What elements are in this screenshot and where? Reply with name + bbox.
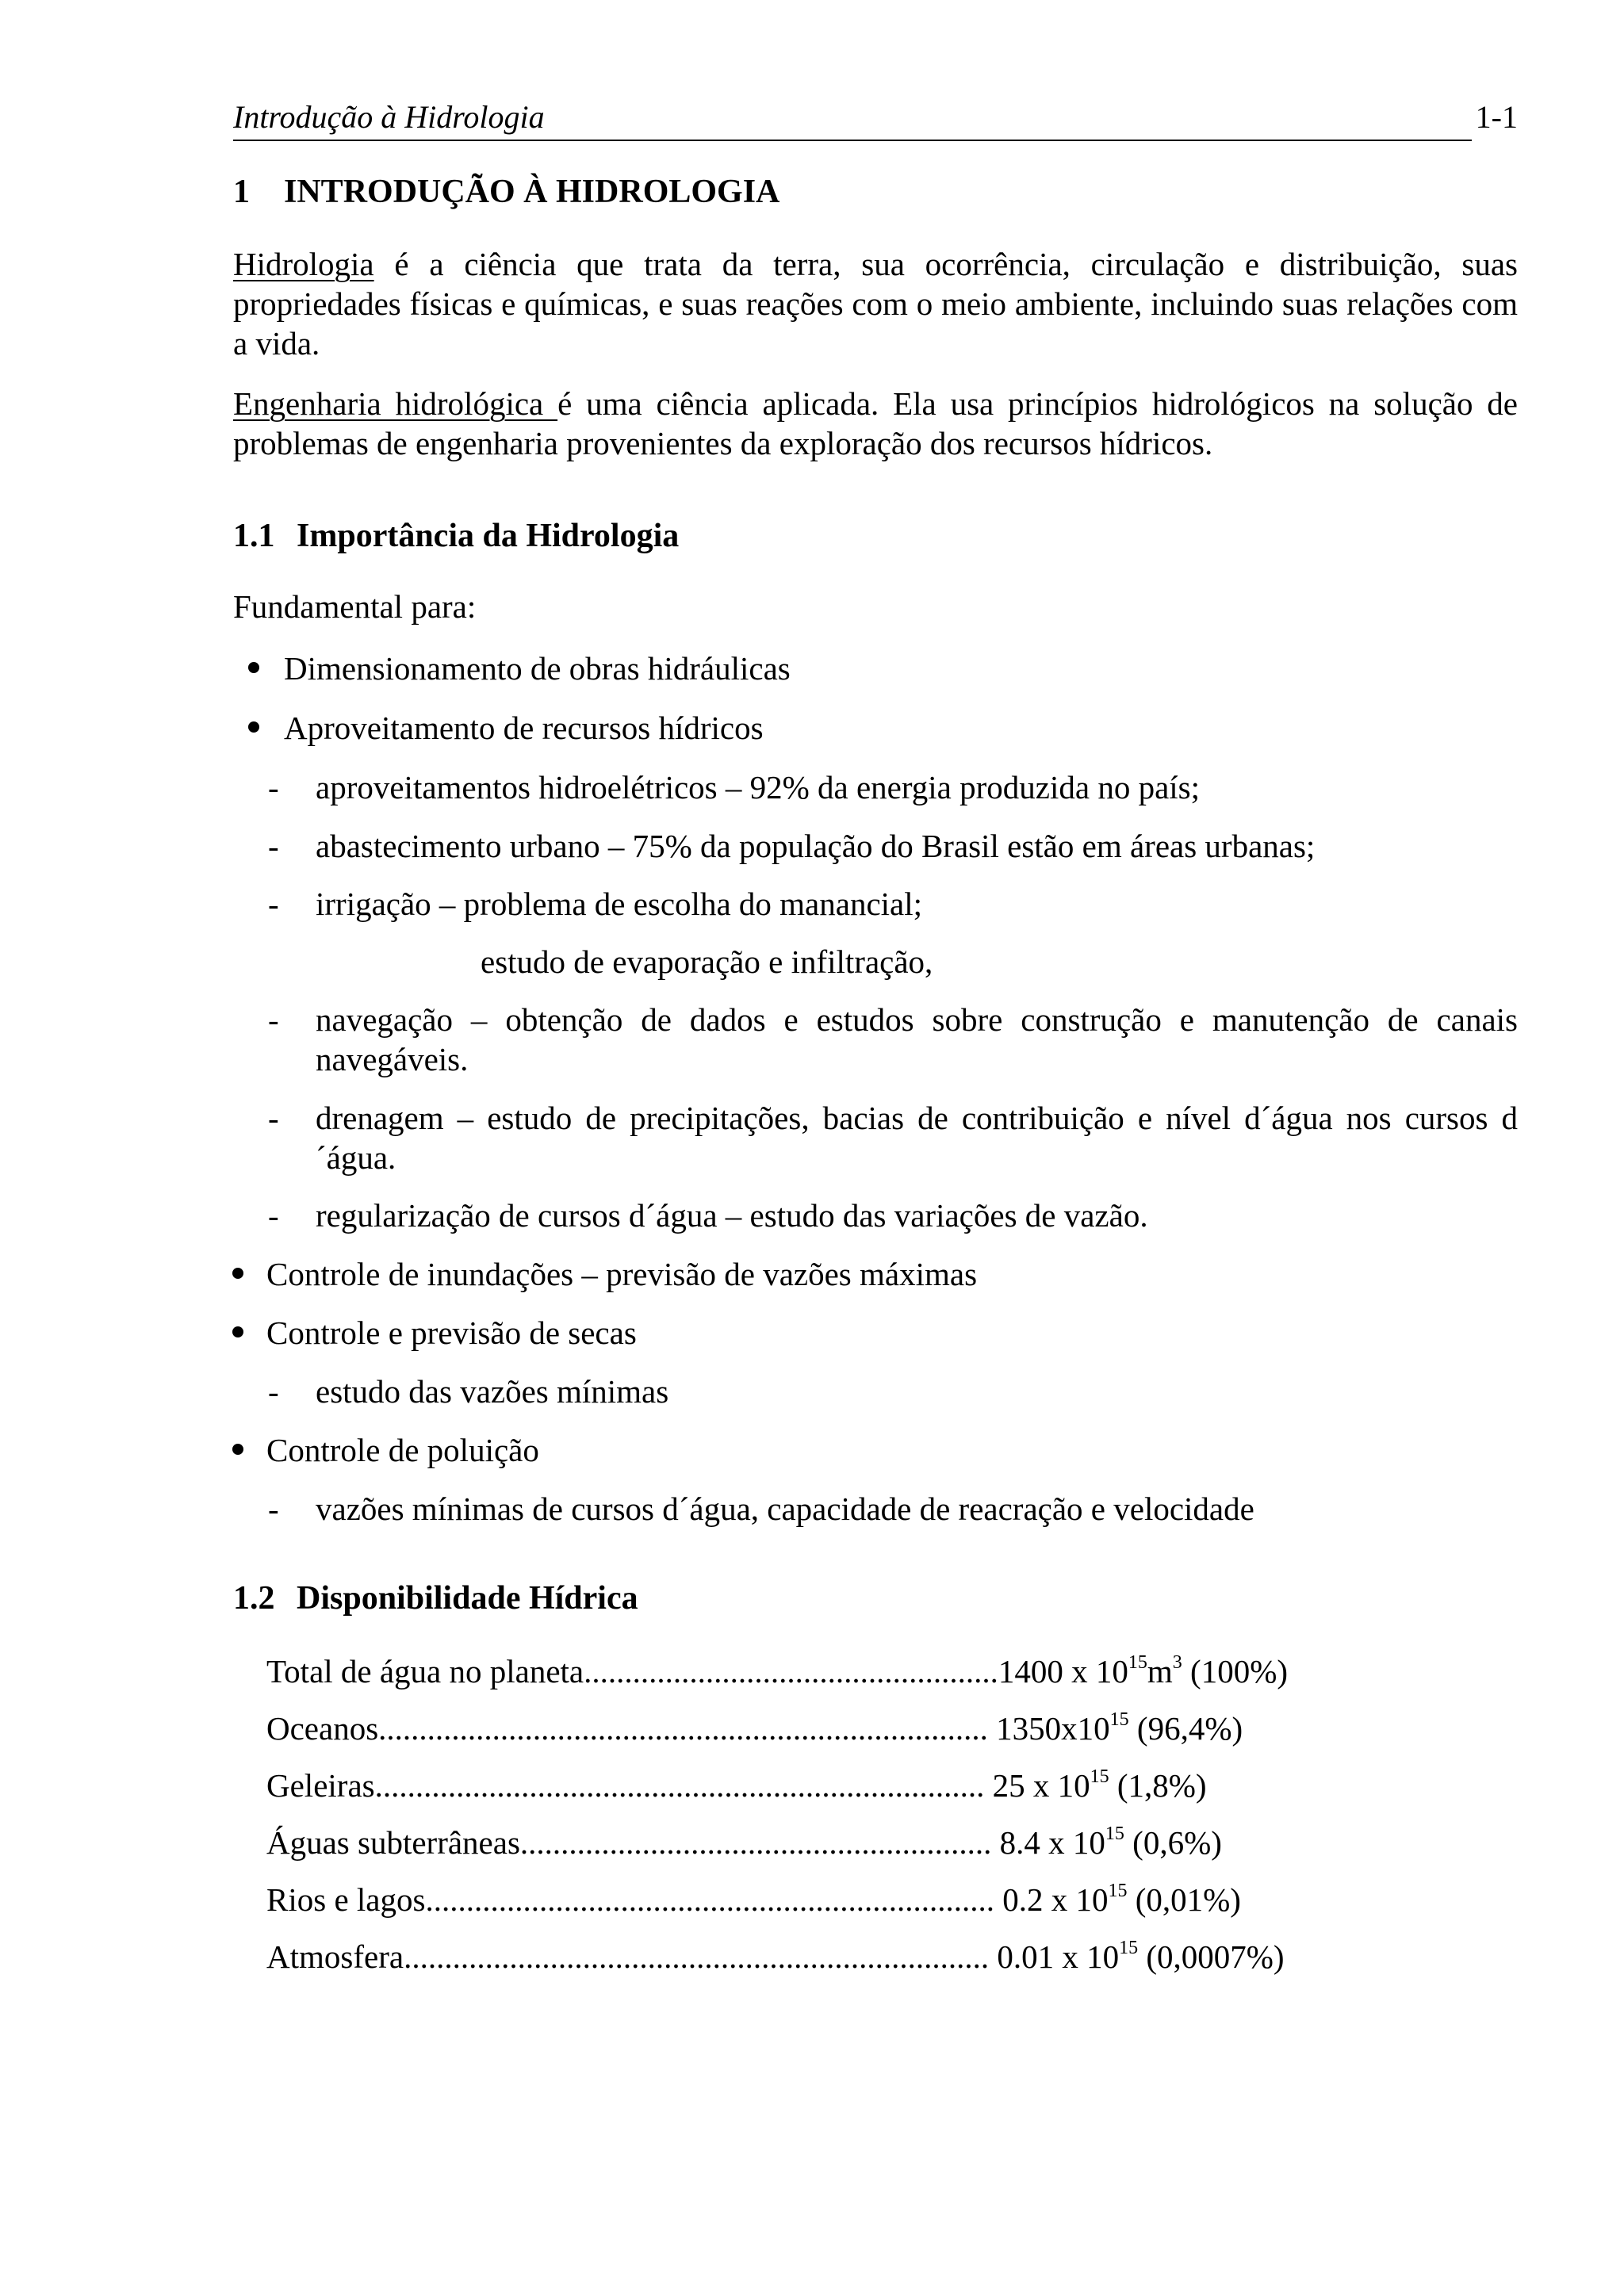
dash-marker: - [268, 1373, 279, 1410]
value-base: 0.01 x 10 [997, 1938, 1120, 1975]
unit-exponent: 3 [1172, 1652, 1182, 1673]
bullet-icon [248, 662, 259, 673]
value-exponent: 15 [1108, 1881, 1128, 1901]
chapter-title: INTRODUÇÃO À HIDROLOGIA [284, 174, 780, 210]
sub-list-item: regularização de cursos d´água – estudo das variações de vazão. [316, 1197, 1148, 1234]
lead-text: Fundamental para: [233, 588, 477, 625]
intro-paragraph-2-text: é uma ciência aplicada. Ela usa princípios hidrológicos na solução de problemas de engenharia provenientes da exploração dos recursos hídricos. [233, 385, 1518, 461]
intro-paragraph-engenharia [233, 384, 1518, 463]
section-number: 1.2 [233, 1580, 275, 1617]
bullet-icon [248, 721, 259, 733]
dash-marker: - [268, 1001, 279, 1038]
row-label: Geleiras [266, 1767, 375, 1804]
value-base: 25 x 10 [992, 1767, 1090, 1804]
section-heading-1-1 [233, 515, 679, 557]
row-label: Total de água no planeta [266, 1653, 584, 1689]
water-distribution-row [266, 1934, 1440, 1979]
value-exponent: 15 [1128, 1652, 1147, 1673]
row-label: Atmosfera [266, 1938, 404, 1975]
term-engenharia-hidrologica: Engenharia hidrológica [233, 385, 558, 422]
water-distribution-row [266, 1877, 1440, 1922]
value-percent: (1,8%) [1109, 1767, 1207, 1804]
row-value [996, 1710, 1243, 1747]
section-number: 1.1 [233, 518, 275, 554]
value-percent: (96,4%) [1128, 1710, 1243, 1747]
row-value [1002, 1881, 1241, 1918]
value-unit: m [1147, 1653, 1173, 1689]
sub-list-item: aproveitamentos hidroelétricos – 92% da energia produzida no país; [316, 769, 1201, 806]
chapter-heading [233, 171, 779, 212]
bullet-icon [232, 1268, 243, 1279]
intro-paragraph-hidrologia [233, 244, 1518, 363]
value-percent: (0,0007%) [1138, 1938, 1285, 1975]
bullet-icon [232, 1444, 243, 1455]
leader-dots: ........................................................................... [378, 1710, 997, 1747]
leader-dots: ........................................................................... [374, 1767, 993, 1804]
section-title: Importância da Hidrologia [297, 518, 680, 554]
list-item: Controle de inundações – previsão de vazões máximas [266, 1256, 978, 1292]
value-percent: (0,01%) [1127, 1881, 1241, 1918]
value-percent: (0,6%) [1124, 1824, 1222, 1861]
row-label: Oceanos [266, 1710, 379, 1747]
sub-list-item: irrigação – problema de escolha do manancial; [316, 886, 923, 922]
row-label: Rios e lagos [266, 1881, 426, 1918]
leader-dots: ........................................................................ [404, 1938, 998, 1975]
sub-list-item-continuation: estudo de evaporação e infiltração, [481, 943, 933, 980]
bullet-icon [232, 1326, 243, 1337]
dash-marker: - [268, 1100, 279, 1136]
sub-list-item: vazões mínimas de cursos d´água, capacidade de reacração e velocidade [316, 1490, 1254, 1527]
header-rule [233, 140, 1472, 141]
list-item: Dimensionamento de obras hidráulicas [284, 650, 791, 687]
list-item: Aproveitamento de recursos hídricos [284, 710, 764, 746]
value-exponent: 15 [1119, 1938, 1139, 1958]
sub-list-item: drenagem – estudo de precipitações, bacias de contribuição e nível d´água nos cursos d´água. [316, 1100, 1518, 1176]
dash-marker: - [268, 828, 279, 864]
value-base: 1350x10 [996, 1710, 1110, 1747]
sub-list-item: navegação – obtenção de dados e estudos sobre construção e manutenção de canais navegáveis. [316, 1001, 1518, 1077]
leader-dots: .......................................................... [519, 1824, 1000, 1861]
running-header [233, 98, 1518, 140]
row-value [998, 1653, 1288, 1689]
term-hidrologia: Hidrologia [233, 246, 374, 282]
list-item: Controle e previsão de secas [266, 1314, 637, 1351]
value-exponent: 15 [1090, 1766, 1109, 1787]
row-value [1000, 1824, 1222, 1861]
dash-marker: - [268, 769, 279, 806]
sub-list-item: estudo das vazões mínimas [316, 1373, 669, 1410]
water-distribution-row [266, 1820, 1440, 1865]
value-base: 1400 x 10 [998, 1653, 1128, 1689]
water-distribution-row [266, 1706, 1440, 1751]
page-number: 1-1 [1475, 99, 1518, 135]
value-exponent: 15 [1105, 1823, 1124, 1844]
value-percent: (100%) [1182, 1653, 1289, 1689]
leader-dots: ................................................... [584, 1653, 998, 1689]
sub-list-item: abastecimento urbano – 75% da população do Brasil estão em áreas urbanas; [316, 828, 1316, 864]
running-title: Introdução à Hidrologia [233, 99, 545, 135]
row-value [997, 1938, 1284, 1975]
dash-marker: - [268, 1490, 279, 1527]
value-base: 0.2 x 10 [1002, 1881, 1109, 1918]
intro-paragraph-1-text: é a ciência que trata da terra, sua ocorrência, circulação e distribuição, suas propriedades físicas e químicas, e suas reações com o meio ambiente, incluindo suas relações com a vida. [233, 246, 1518, 362]
water-distribution-row [266, 1649, 1440, 1693]
leader-dots: ...................................................................... [425, 1881, 1003, 1918]
dash-marker: - [268, 1197, 279, 1234]
value-exponent: 15 [1109, 1709, 1129, 1730]
list-item: Controle de poluição [266, 1432, 539, 1468]
value-base: 8.4 x 10 [999, 1824, 1105, 1861]
section-heading-1-2 [233, 1578, 638, 1619]
row-label: Águas subterrâneas [266, 1824, 520, 1861]
section-title: Disponibilidade Hídrica [297, 1580, 638, 1617]
water-distribution-row [266, 1763, 1440, 1808]
chapter-number: 1 [233, 174, 250, 210]
dash-marker: - [268, 886, 279, 922]
row-value [993, 1767, 1207, 1804]
